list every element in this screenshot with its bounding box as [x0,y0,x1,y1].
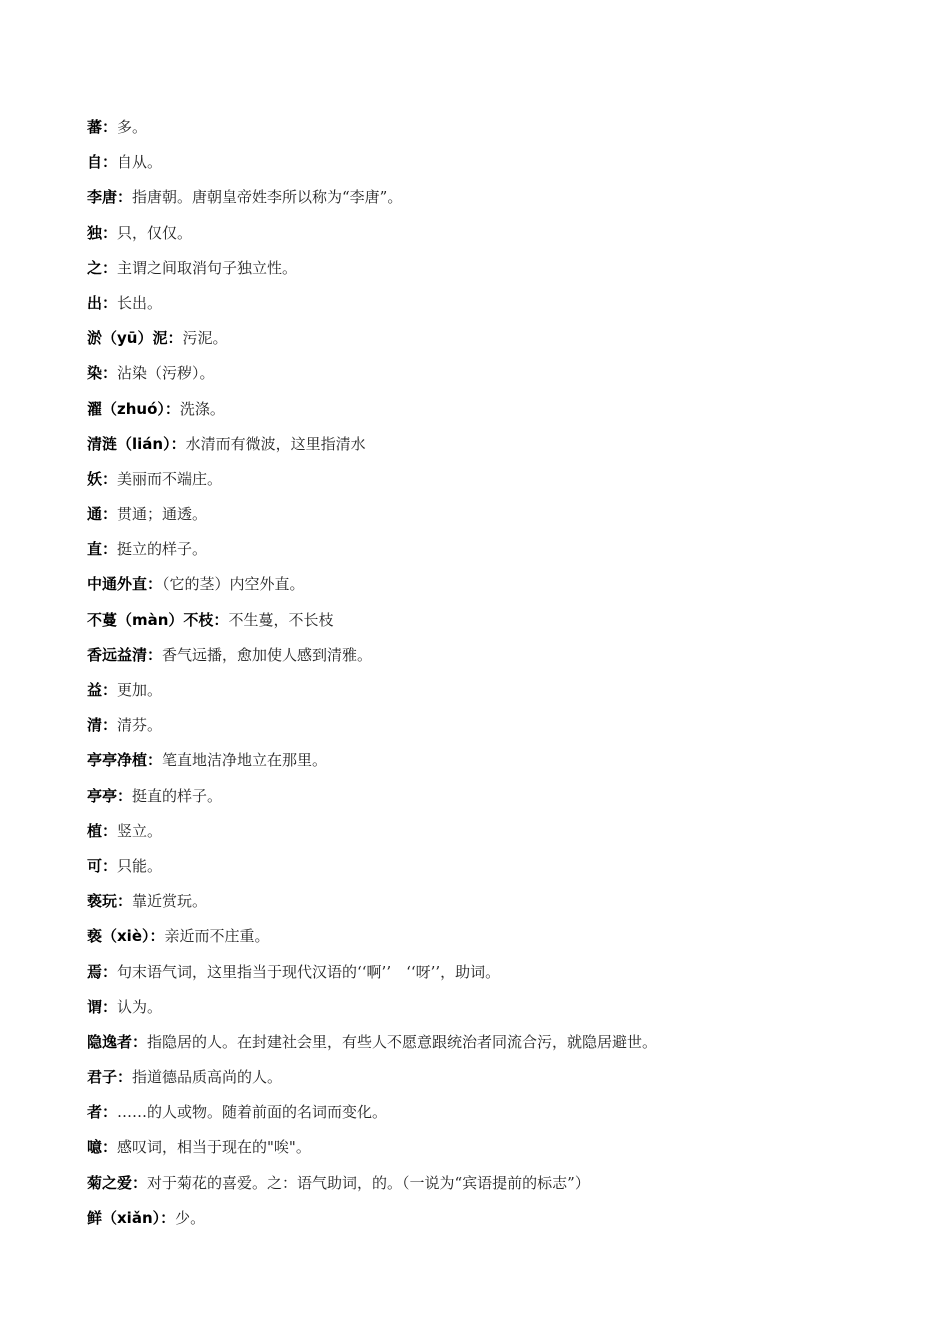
entry-definition: 多。 [117,118,148,136]
entry-definition: （它的茎）内空外直。 [162,575,305,594]
entry-definition: 对于菊花的喜爱。之：语气助词，的。（一说为“宾语提前的标志”） [147,1173,590,1192]
entry-definition: 香气远播，愈加使人感到清雅。 [162,645,373,664]
entry-term: 亭亭净植： [87,751,163,770]
entry-definition: 靠近赏玩。 [132,892,208,911]
glossary-entry [87,503,887,538]
entry-term: 亭亭： [87,786,133,805]
entry-term: 不蔓（màn）不枝： [87,610,229,629]
entry-term: 出： [87,293,118,312]
glossary-entry [87,749,887,784]
glossary-entry [87,890,887,925]
entry-term: 香远益清： [87,645,163,664]
glossary-entry [87,1172,887,1207]
entry-definition: 只能。 [117,856,163,875]
glossary-entry [87,151,887,186]
glossary-entry [87,257,887,292]
entry-definition: 挺直的样子。 [132,786,223,805]
glossary-entry [87,433,887,468]
glossary-entry [87,1031,887,1066]
entry-definition: 指隐居的人。在封建社会里，有些人不愿意跟统治者同流合污，就隐居避世。 [147,1032,658,1051]
entry-definition: 竖立。 [117,821,163,840]
entry-term: 谓： [87,997,118,1016]
entry-term: 自： [87,153,118,172]
entry-definition: 水清而有微波，这里指清水 [185,434,366,453]
entry-term: 之： [87,258,118,277]
glossary-entry [87,362,887,397]
entry-term: 染： [87,364,118,383]
glossary-entry [87,996,887,1031]
entry-definition: 清芬。 [117,716,163,735]
entry-definition: 污泥。 [182,329,228,348]
entry-term: 噫： [87,1138,118,1157]
entry-definition: 不生蔓，不长枝 [228,610,334,629]
entry-definition: 长出。 [117,293,163,312]
entry-definition: 更加。 [117,681,163,699]
entry-definition: 挺立的样子。 [117,540,208,559]
entry-term: 濯（zhuó）： [87,399,180,418]
entry-term: 焉： [87,962,118,981]
entry-term: 妖： [87,469,118,488]
glossary-entry [87,573,887,608]
glossary-entry [87,714,887,749]
entry-term: 李唐： [87,188,133,207]
entry-definition: 感叹词，相当于现在的"唉"。 [117,1138,311,1157]
entry-definition: 指道德品质高尚的人。 [132,1068,283,1087]
entry-definition: 只，仅仅。 [117,223,193,242]
entry-definition: 贯通；通透。 [117,505,208,524]
entry-definition: 主谓之间取消句子独立性。 [117,258,298,277]
entry-term: 亵玩： [87,892,133,911]
entry-term: 亵（xiè）： [87,927,165,946]
glossary-entry [87,398,887,433]
entry-term: 清： [87,716,118,735]
entry-definition: 自从。 [117,153,163,172]
entry-term: 可： [87,856,118,875]
glossary-entry [87,785,887,820]
entry-term: 益： [87,681,118,699]
glossary-entry [87,468,887,503]
entry-definition: 亲近而不庄重。 [164,927,270,946]
glossary-entry [87,855,887,890]
glossary-entry [87,1136,887,1171]
glossary [87,116,887,1242]
entry-definition: 美丽而不端庄。 [117,469,223,488]
entry-term: 淤（yū）泥： [87,329,183,348]
glossary-entry [87,1066,887,1101]
glossary-entry [87,327,887,362]
glossary-entry [87,292,887,327]
entry-term: 通： [87,505,118,524]
entry-term: 清涟（lián）： [87,434,186,453]
entry-term: 蕃： [87,118,118,136]
entry-term: 独： [87,223,118,242]
glossary-entry [87,609,887,644]
entry-term: 中通外直： [87,575,163,594]
glossary-entry [87,1207,887,1242]
glossary-entry [87,644,887,679]
glossary-entry [87,961,887,996]
glossary-entry [87,925,887,960]
entry-term: 直： [87,540,118,559]
glossary-entry [87,222,887,257]
entry-definition: 洗涤。 [179,399,225,418]
entry-definition: 指唐朝。唐朝皇帝姓李所以称为“李唐”。 [132,188,403,207]
entry-term: 鲜（xiǎn）： [87,1208,176,1227]
entry-definition: 笔直地洁净地立在那里。 [162,751,328,770]
entry-term: 菊之爱： [87,1173,148,1192]
entry-definition: 沾染（污秽）。 [117,364,215,383]
glossary-entry [87,186,887,221]
entry-term: 君子： [87,1068,133,1087]
glossary-entry [87,820,887,855]
glossary-entry [87,679,887,714]
entry-definition: 认为。 [117,997,163,1016]
entry-definition: 句末语气词，这里指当于现代汉语的‘‘啊’’ ‘‘呀’’，助词。 [117,962,501,981]
entry-term: 植： [87,821,118,840]
glossary-entry [87,116,887,151]
entry-definition: ……的人或物。随着前面的名词而变化。 [117,1103,388,1122]
entry-term: 隐逸者： [87,1032,148,1051]
entry-term: 者： [87,1103,118,1122]
glossary-entry [87,1101,887,1136]
glossary-entry [87,538,887,573]
entry-definition: 少。 [175,1208,206,1227]
